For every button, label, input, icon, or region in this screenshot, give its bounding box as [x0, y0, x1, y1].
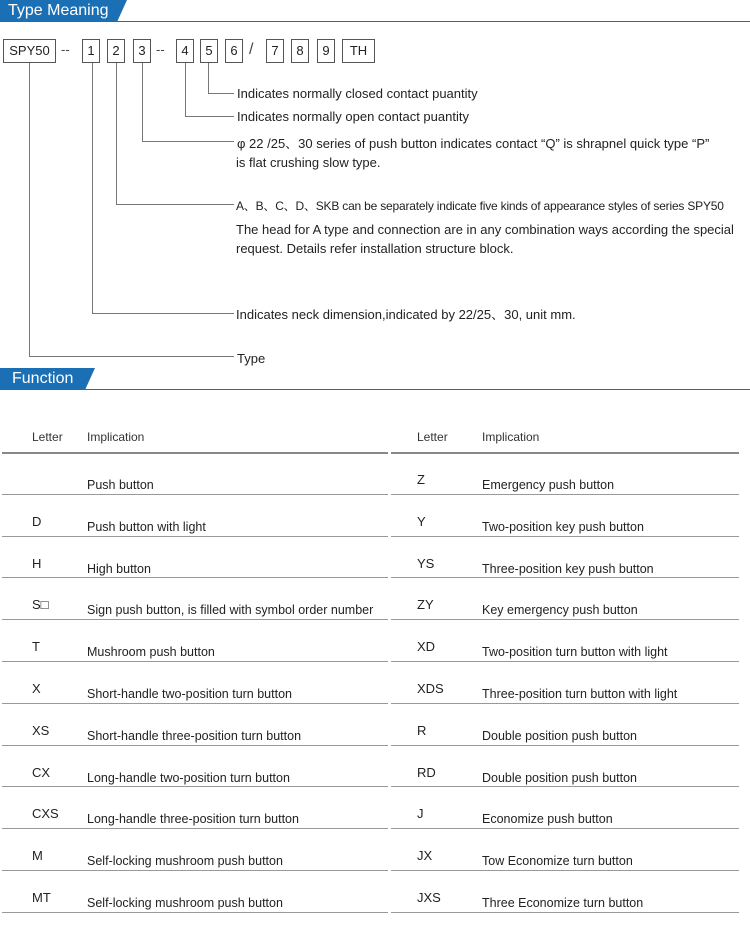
row-letter: MT — [32, 890, 51, 905]
row-letter: RD — [417, 764, 436, 780]
row-letter: X — [32, 681, 41, 696]
row-implication: Long-handle two-position turn button — [87, 770, 290, 785]
row-divider — [391, 870, 739, 871]
desc-contact-type-line1: φ 22 /25、30 series of push button indicates contact “Q” is shrapnel quick type “P” — [237, 136, 710, 151]
code-box-4: 4 — [176, 39, 194, 63]
row-letter: Z — [417, 472, 425, 487]
connector-5-horizontal — [208, 93, 234, 94]
row-letter: JXS — [417, 890, 441, 905]
row-letter: J — [417, 806, 424, 822]
row-implication: Emergency push button — [482, 478, 615, 492]
connector-1-horizontal — [92, 313, 234, 314]
code-box-5: 5 — [200, 39, 218, 63]
row-implication: Self-locking mushroom push button — [87, 896, 283, 910]
row-letter: XDS — [417, 681, 444, 696]
row-divider — [391, 494, 739, 495]
function-header-rule — [0, 389, 750, 390]
row-implication: Tow Economize turn button — [482, 854, 633, 869]
code-box-3: 3 — [133, 39, 151, 63]
left-col-letter-header: Letter — [32, 430, 63, 444]
right-col-impl-header: Implication — [482, 430, 540, 444]
row-divider — [2, 870, 388, 871]
code-dash-2: -- — [156, 42, 165, 57]
row-letter: D — [32, 513, 42, 529]
code-box-9: 9 — [317, 39, 335, 63]
desc-neck-dimension: Indicates neck dimension,indicated by 22/25、30, unit mm. — [236, 307, 576, 322]
desc-normally-open: Indicates normally open contact puantity — [237, 109, 469, 124]
row-implication: Three-position turn button with light — [482, 687, 678, 701]
left-col-impl-header: Implication — [87, 430, 145, 444]
connector-series-horizontal — [29, 356, 234, 357]
row-implication: Short-handle two-position turn button — [87, 687, 292, 701]
row-letter: Y — [417, 513, 426, 529]
row-implication: Double position push button — [482, 728, 637, 743]
code-slash: / — [249, 41, 254, 58]
row-letter: S□ — [32, 597, 49, 613]
row-letter: M — [32, 848, 43, 864]
row-implication: Two-position turn button with light — [482, 645, 668, 660]
row-divider — [2, 494, 388, 495]
row-implication: Three Economize turn button — [482, 896, 644, 910]
right-col-letter-header: Letter — [417, 430, 448, 444]
row-divider — [2, 661, 388, 662]
row-letter: YS — [417, 555, 435, 571]
left-table-header-rule — [2, 452, 388, 454]
connector-series-vertical — [29, 63, 30, 356]
row-letter: XS — [32, 722, 50, 738]
row-divider — [391, 786, 739, 787]
row-letter: CX — [32, 764, 51, 780]
code-box-8: 8 — [291, 39, 309, 63]
row-implication: Self-locking mushroom push button — [87, 854, 283, 869]
row-implication: Sign push button, is filled with symbol order number — [87, 603, 374, 618]
row-letter: CXS — [32, 806, 59, 822]
row-implication: Push button — [87, 478, 154, 492]
desc-appearance-line2: The head for A type and connection are in any combination ways according the special — [236, 222, 734, 237]
row-letter: T — [32, 639, 40, 655]
row-divider — [2, 745, 388, 746]
row-implication: Economize push button — [482, 812, 613, 827]
row-divider — [391, 536, 739, 537]
row-divider — [391, 661, 739, 662]
connector-3-vertical — [142, 63, 143, 141]
function-title: Function — [0, 368, 85, 390]
row-divider — [2, 786, 388, 787]
row-implication: Three-position key push button — [482, 561, 654, 576]
row-divider — [2, 912, 388, 913]
code-box-th: TH — [342, 39, 375, 63]
row-implication: Double position push button — [482, 770, 637, 785]
code-box-6: 6 — [225, 39, 243, 63]
row-divider — [2, 577, 388, 578]
right-table-header-rule — [391, 452, 739, 454]
row-divider — [2, 619, 388, 620]
row-letter: R — [417, 722, 427, 738]
row-implication: Short-handle three-position turn button — [87, 728, 302, 743]
row-divider — [2, 703, 388, 704]
connector-4-horizontal — [185, 116, 234, 117]
code-box-1: 1 — [82, 39, 100, 63]
row-implication: High button — [87, 561, 151, 576]
row-letter: H — [32, 555, 42, 571]
code-dash-1: -- — [61, 42, 70, 57]
row-divider — [391, 828, 739, 829]
type-meaning-header-rule — [0, 21, 750, 22]
row-divider — [2, 536, 388, 537]
type-meaning-title: Type Meaning — [0, 0, 117, 22]
row-implication: Two-position key push button — [482, 519, 644, 534]
row-divider — [391, 745, 739, 746]
function-header — [0, 368, 750, 390]
connector-2-vertical — [116, 63, 117, 204]
desc-appearance-line1: A、B、C、D、SKB can be separately indicate five kinds of appearance styles of series SPY50 — [236, 199, 724, 213]
desc-type: Type — [237, 351, 266, 366]
type-meaning-header — [0, 0, 750, 22]
row-implication: Push button with light — [87, 519, 206, 534]
row-divider — [391, 619, 739, 620]
row-letter: XD — [417, 639, 436, 655]
row-divider — [391, 577, 739, 578]
desc-contact-type-line2: is flat crushing slow type. — [236, 155, 381, 170]
row-implication: Mushroom push button — [87, 645, 215, 660]
connector-5-vertical — [208, 63, 209, 93]
desc-appearance-line3: request. Details refer installation structure block. — [236, 241, 514, 256]
desc-normally-closed: Indicates normally closed contact puantity — [237, 86, 478, 101]
code-series: SPY50 — [3, 39, 56, 63]
connector-3-horizontal — [142, 141, 234, 142]
row-letter: ZY — [417, 597, 434, 613]
code-box-2: 2 — [107, 39, 125, 63]
row-implication: Key emergency push button — [482, 603, 638, 618]
connector-4-vertical — [185, 63, 186, 116]
row-letter: JX — [417, 848, 433, 864]
connector-2-horizontal — [116, 204, 234, 205]
row-divider — [2, 828, 388, 829]
code-box-7: 7 — [266, 39, 284, 63]
row-implication: Long-handle three-position turn button — [87, 812, 299, 827]
row-divider — [391, 912, 739, 913]
connector-1-vertical — [92, 63, 93, 313]
row-divider — [391, 703, 739, 704]
